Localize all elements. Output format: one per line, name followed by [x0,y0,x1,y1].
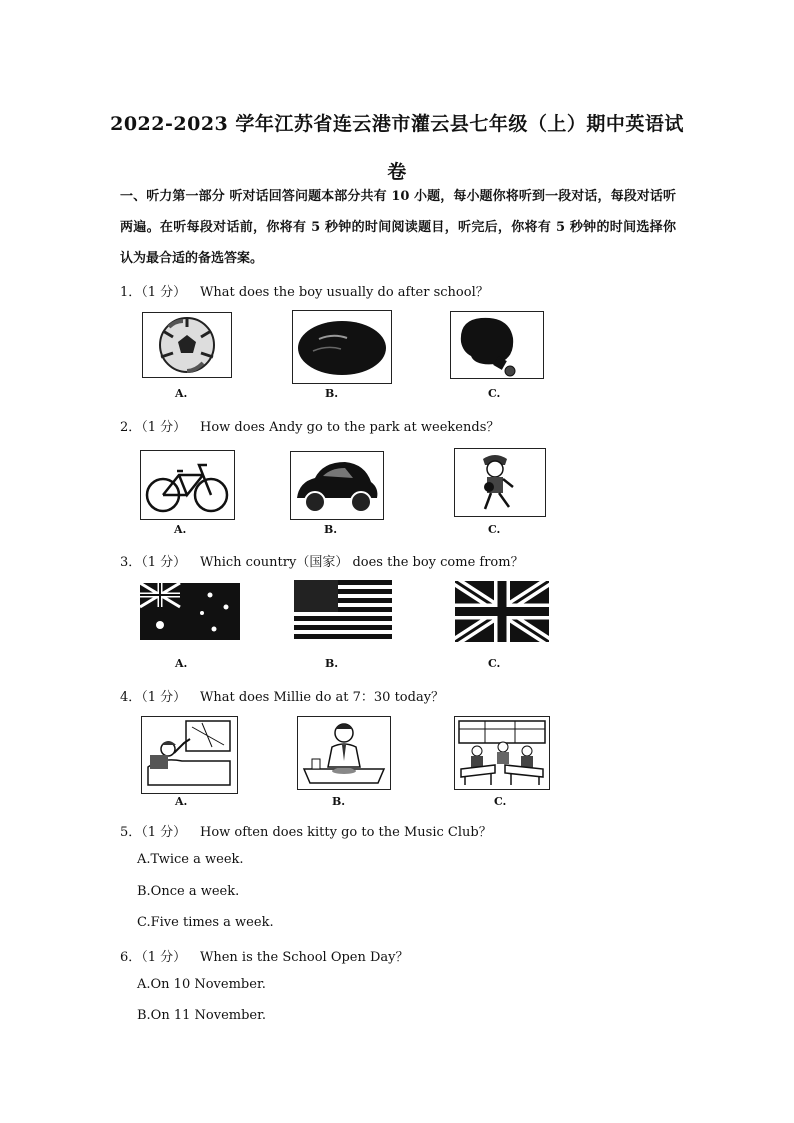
option-label-b: B. [332,795,346,808]
option-label-c: C. [488,523,501,536]
question-text: When is the School Open Day？ [200,950,409,965]
australia-flag-icon [140,583,240,640]
boy-breakfast-icon [298,717,390,789]
option-label-b: B. [325,387,339,400]
soccer-ball-icon [143,313,231,377]
question-3 [120,551,524,570]
question-number: 3．（1 分） [120,555,187,570]
question-number: 2．（1 分） [120,420,187,435]
option-c[interactable]: C.Five times a week. [137,915,274,930]
option-b[interactable]: B.Once a week. [137,884,240,899]
uk-flag-icon [455,581,549,642]
option-a[interactable]: A.On 10 November. [137,977,266,992]
question-text: Which country（国家） does the boy come from？ [200,555,524,570]
bicycle-icon [141,451,234,519]
option-label-c: C. [488,657,501,670]
question-2 [120,416,499,435]
option-label-c: C. [494,795,507,808]
bicycle-picture[interactable] [140,450,235,520]
option-label-a: A. [175,657,188,670]
boy-walking-icon [455,449,545,516]
title-line-2: 卷 [387,161,407,183]
question-1 [120,281,489,300]
question-text: What does Millie do at 7：30 today？ [200,690,445,705]
option-label-a: A. [175,387,188,400]
car-picture[interactable] [290,451,384,520]
option-a[interactable]: A.Twice a week. [137,852,244,867]
question-number: 4．（1 分） [120,690,187,705]
usa-flag-picture[interactable] [294,580,392,642]
australia-flag-picture[interactable] [140,583,240,640]
section-instructions: 一、听力第一部分 听对话回答问题本部分共有 10 小题，每小题你将听到一段对话，每段对话听两遍。在听每段对话前，你将有 5 秒钟的时间阅读题目，听完后，你将有 5 秒钟的时间选择你认为最合适的备选答案。 [120,189,676,266]
girl-in-bed-icon [142,717,237,793]
question-4 [120,686,444,705]
classroom-icon [455,717,549,789]
option-label-b: B. [325,657,339,670]
option-b[interactable]: B.On 11 November. [137,1008,267,1023]
ping-pong-icon [451,312,543,378]
question-text: What does the boy usually do after school？ [200,285,489,300]
question-5 [120,821,492,840]
uk-flag-picture[interactable] [455,581,549,642]
usa-flag-icon [294,580,392,642]
question-number: 5．（1 分） [120,825,187,840]
question-number: 6．（1 分） [120,950,187,965]
car-icon [291,452,383,519]
title-line-1: 2022-2023 学年江苏省连云港市灌云县七年级（上）期中英语试 [110,113,684,135]
girl-in-bed-picture[interactable] [141,716,238,794]
question-number: 1．（1 分） [120,285,187,300]
option-label-a: A. [175,795,188,808]
rugby-ball-icon [293,311,391,383]
question-6 [120,946,409,965]
option-label-a: A. [174,523,187,536]
boy-walking-picture[interactable] [454,448,546,517]
classroom-picture[interactable] [454,716,550,790]
option-label-c: C. [488,387,501,400]
boy-breakfast-picture[interactable] [297,716,391,790]
question-text: How does Andy go to the park at weekends？ [200,420,500,435]
soccer-ball-picture[interactable] [142,312,232,378]
ping-pong-picture[interactable] [450,311,544,379]
question-text: How often does kitty go to the Music Club？ [200,825,492,840]
rugby-ball-picture[interactable] [292,310,392,384]
option-label-b: B. [324,523,338,536]
